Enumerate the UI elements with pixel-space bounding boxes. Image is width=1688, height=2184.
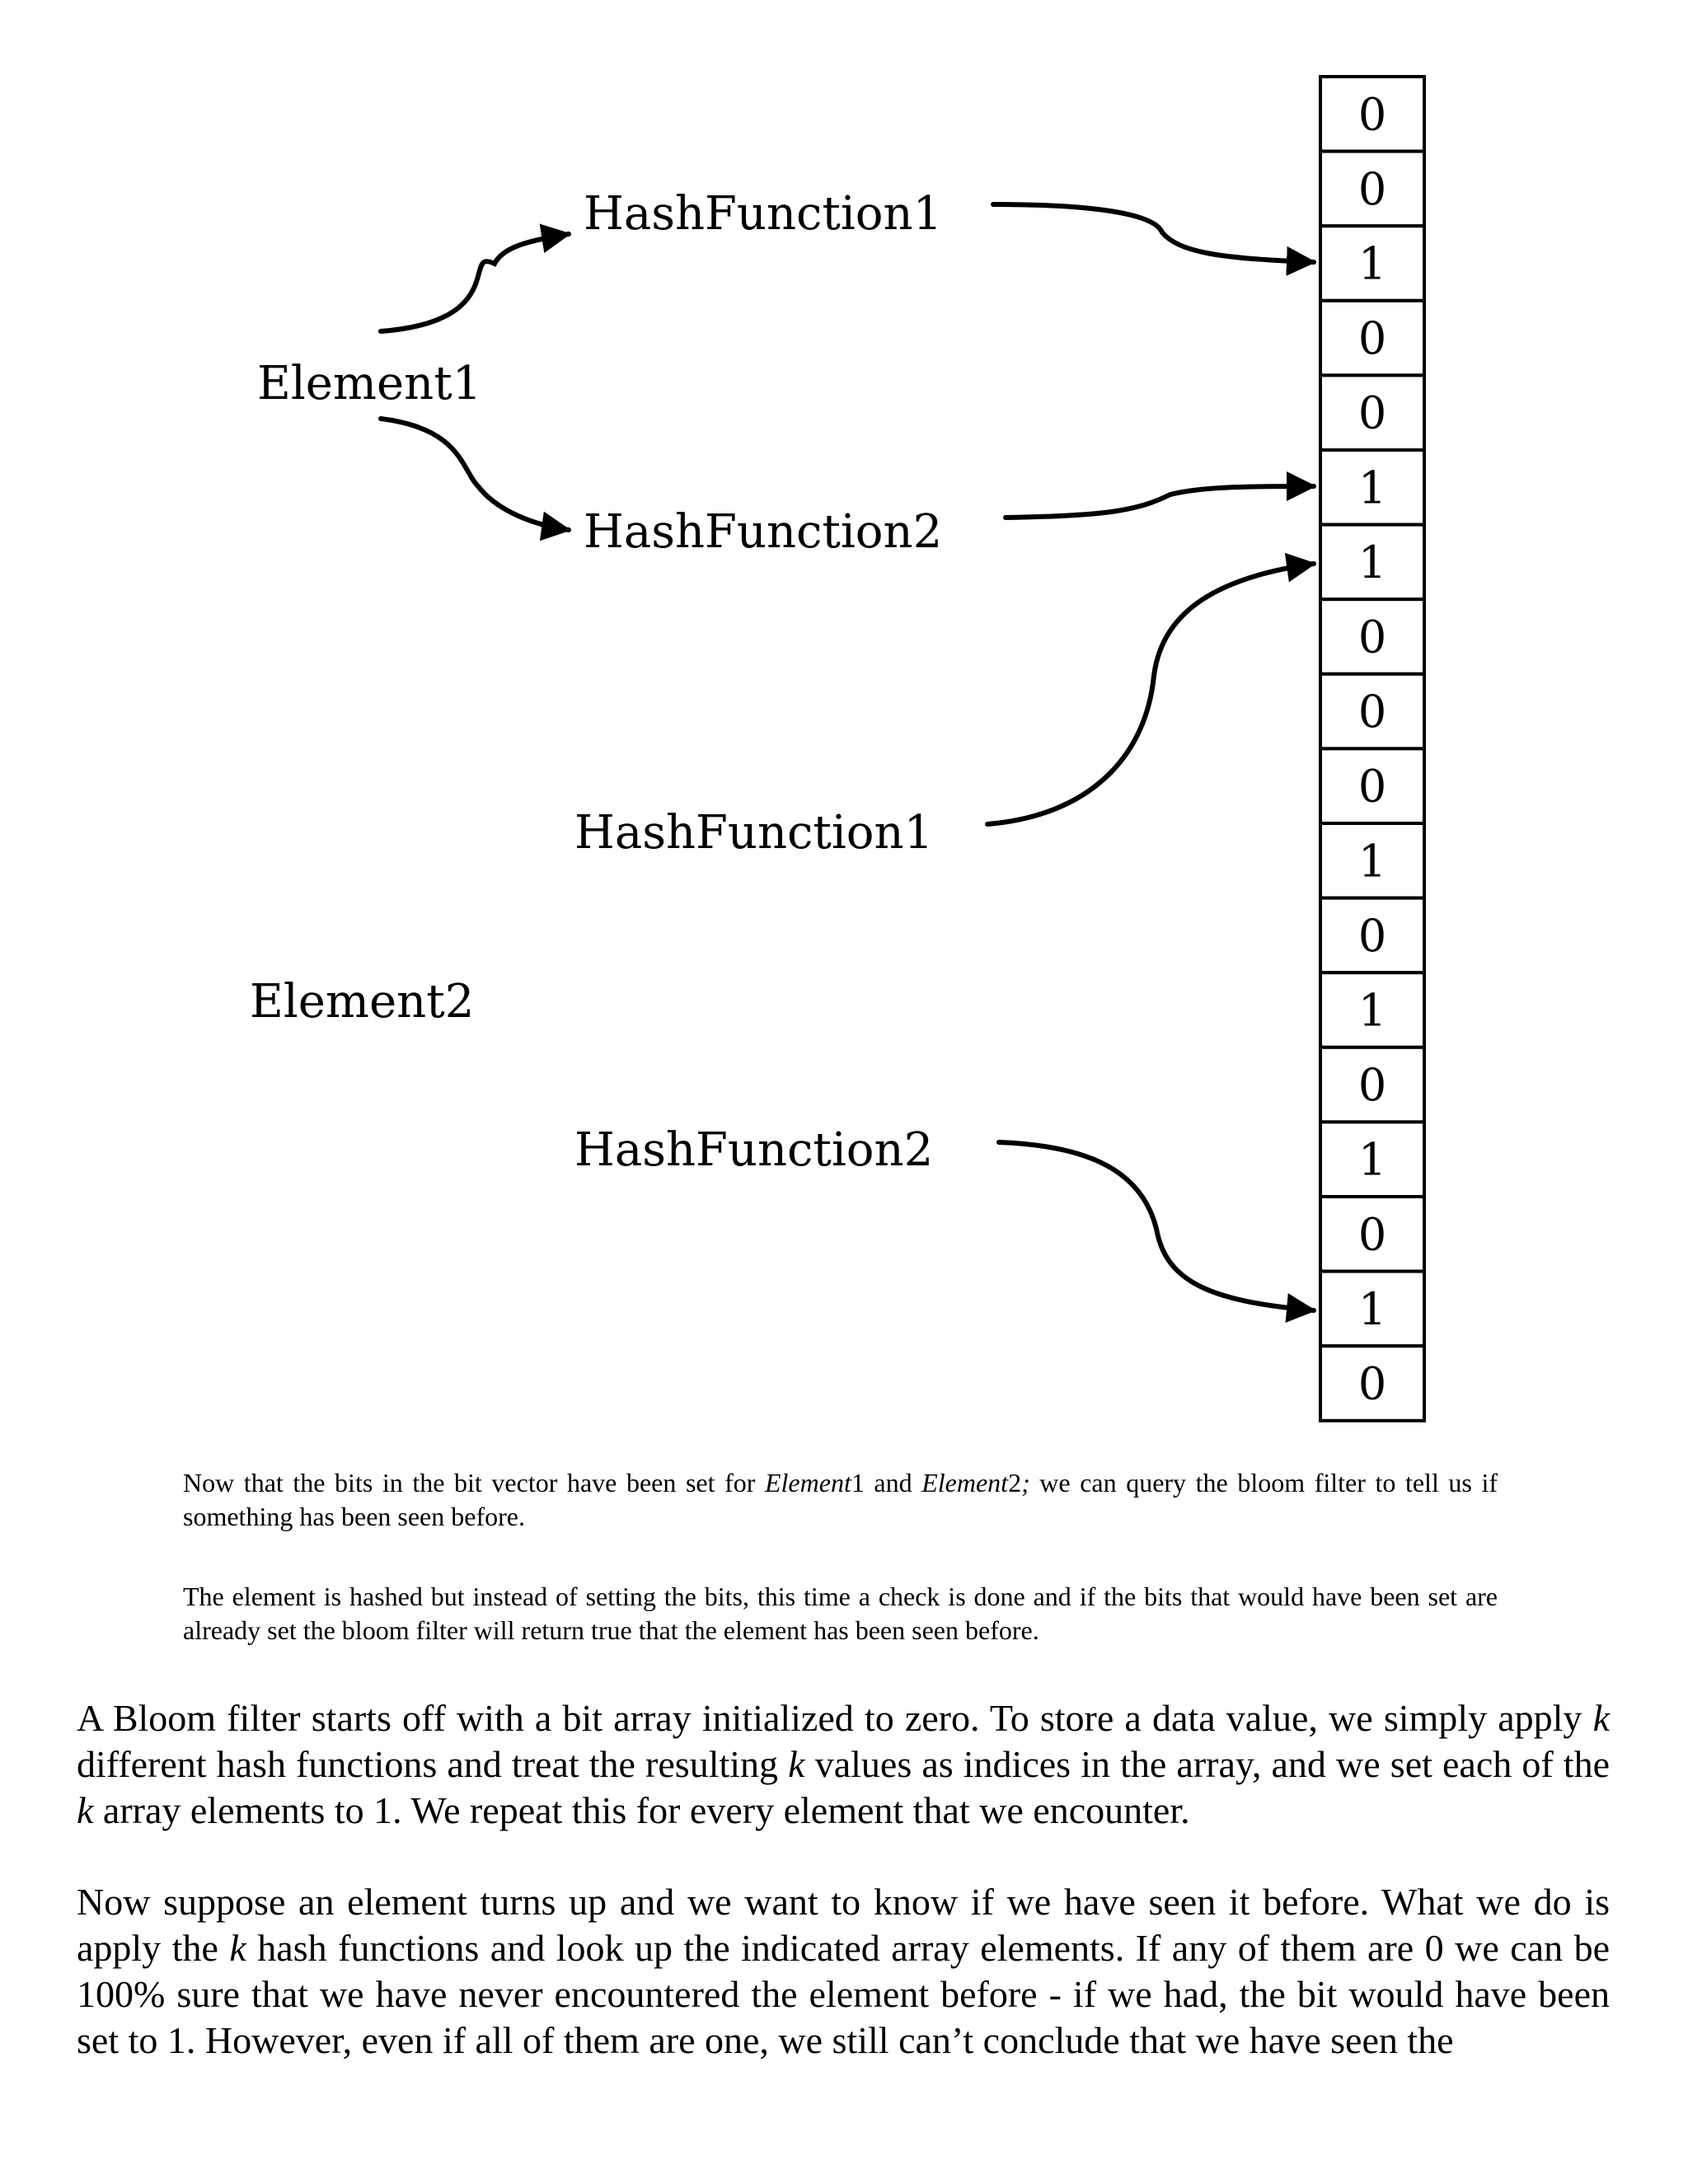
- hash-function-2-label: HashFunction2: [574, 1123, 934, 1177]
- hash-function-2-label: HashFunction2: [584, 505, 943, 559]
- bit-cell: [1320, 1197, 1424, 1272]
- bit-cell: [1320, 599, 1424, 674]
- bit-value: 1: [1357, 462, 1387, 514]
- element1-label: Element1: [257, 357, 482, 410]
- bit-value: 0: [1357, 1357, 1387, 1410]
- bit-value: 0: [1357, 1208, 1387, 1261]
- hash-function-1-label: HashFunction1: [574, 806, 934, 860]
- caption-1: Now that the bits in the bit vector have been set for Element1 and Element2; we can query the bloom filter to tell us if something has been seen before.: [183, 1468, 1498, 1531]
- bit-cell: [1320, 823, 1424, 898]
- bit-cell: [1320, 1047, 1424, 1122]
- bit-value: 1: [1357, 984, 1387, 1037]
- arrow-element1-to-hash1: [381, 234, 569, 331]
- bit-cell: [1320, 525, 1424, 600]
- bit-value: 0: [1357, 611, 1387, 663]
- bit-value: 0: [1357, 760, 1387, 813]
- bit-cell: [1320, 972, 1424, 1047]
- bit-cell: [1320, 152, 1424, 227]
- caption-2: The element is hashed but instead of setting the bits, this time a check is done and if the bits that would have been set are already set the bloom filter will return true that the element has been seen before.: [183, 1582, 1498, 1645]
- bit-cell: [1320, 674, 1424, 749]
- bit-value: 0: [1357, 1059, 1387, 1112]
- paragraph-2: Now suppose an element turns up and we want to know if we have seen it before. What we do is apply the k hash functions and look up the indicated array elements. If any of them are 0 we can be 100% sure that we have never encountered the element before - if we had, the bit would have been set to 1. However, even if all of them are one, we still can’t conclude that we have seen the: [77, 1881, 1610, 2061]
- bit-value: 0: [1357, 312, 1387, 365]
- bit-cell: [1320, 1346, 1424, 1421]
- bit-value: 0: [1357, 88, 1387, 141]
- bit-cell: [1320, 375, 1424, 450]
- bit-array: [1320, 77, 1424, 1421]
- bit-cell: [1320, 226, 1424, 301]
- bit-cell: [1320, 898, 1424, 973]
- bit-value: 1: [1357, 1282, 1387, 1335]
- bit-value: 1: [1357, 835, 1387, 888]
- hash-function-1-label: HashFunction1: [584, 187, 943, 241]
- bit-cell: [1320, 1122, 1424, 1197]
- arrow-hash1-to-bit: [987, 564, 1314, 824]
- bit-cell: [1320, 748, 1424, 823]
- bit-value: 1: [1357, 1133, 1387, 1186]
- bit-cell: [1320, 450, 1424, 525]
- bit-value: 1: [1357, 536, 1387, 588]
- bit-value: 0: [1357, 686, 1387, 738]
- bit-value: 0: [1357, 162, 1387, 215]
- arrow-hash2-to-bit: [1006, 486, 1314, 518]
- bit-value: 0: [1357, 909, 1387, 962]
- arrow-hash2-to-bit: [999, 1142, 1314, 1310]
- bit-cell: [1320, 301, 1424, 376]
- arrow-element1-to-hash2: [381, 419, 569, 530]
- bit-value: 0: [1357, 387, 1387, 439]
- element2-label: Element2: [250, 975, 475, 1029]
- bit-value: 1: [1357, 237, 1387, 290]
- bit-cell: [1320, 77, 1424, 152]
- bit-cell: [1320, 1272, 1424, 1347]
- arrow-hash1-to-bit: [993, 204, 1314, 262]
- paragraph-1: A Bloom filter starts off with a bit array initialized to zero. To store a data value, we simply apply k different hash functions and treat the resulting k values as indices in the array, and we set each of the k array elements to 1. We repeat this for every element that we encounter.: [77, 1697, 1611, 1831]
